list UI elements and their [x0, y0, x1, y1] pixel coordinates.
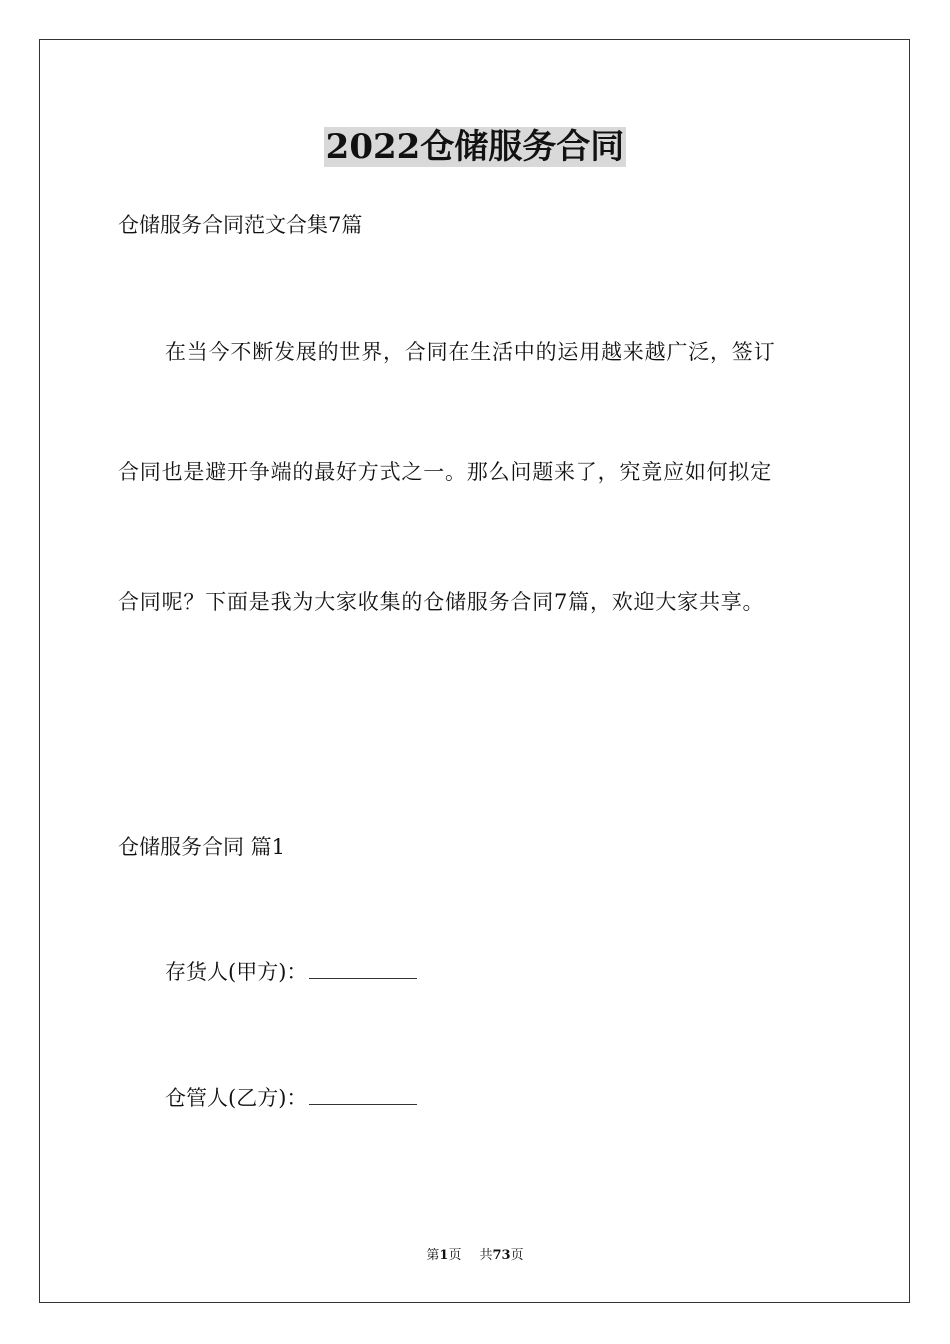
intro-paragraph-line-3: 合同呢？下面是我为大家收集的仓储服务合同7篇，欢迎大家共享。 [118, 590, 765, 614]
intro-paragraph-line-2: 合同也是避开争端的最好方式之一。那么问题来了，究竟应如何拟定 [118, 460, 772, 484]
document-subtitle: 仓储服务合同范文合集7篇 [118, 213, 363, 237]
warehouse-keeper-field [165, 1082, 417, 1113]
document-title-text: 2022仓储服务合同 [325, 127, 625, 167]
intro-paragraph-line-1: 在当今不断发展的世界，合同在生活中的运用越来越广泛，签订 [165, 340, 776, 364]
section-heading: 仓储服务合同 篇1 [118, 835, 286, 859]
page-suffix: 页 [448, 1248, 462, 1263]
page-prefix: 第 [426, 1248, 440, 1263]
depositor-field [165, 956, 417, 987]
warehouse-keeper-label: 仓管人(乙方)： [165, 1086, 308, 1110]
warehouse-keeper-blank-line [309, 1082, 417, 1105]
page-footer [0, 1247, 950, 1265]
page-number: 1 [439, 1248, 449, 1263]
document-title [0, 125, 950, 169]
total-pages: 73 [492, 1248, 511, 1263]
total-prefix: 共 [479, 1248, 493, 1263]
total-suffix: 页 [510, 1248, 524, 1263]
depositor-blank-line [309, 956, 417, 979]
depositor-label: 存货人(甲方)： [165, 960, 308, 984]
